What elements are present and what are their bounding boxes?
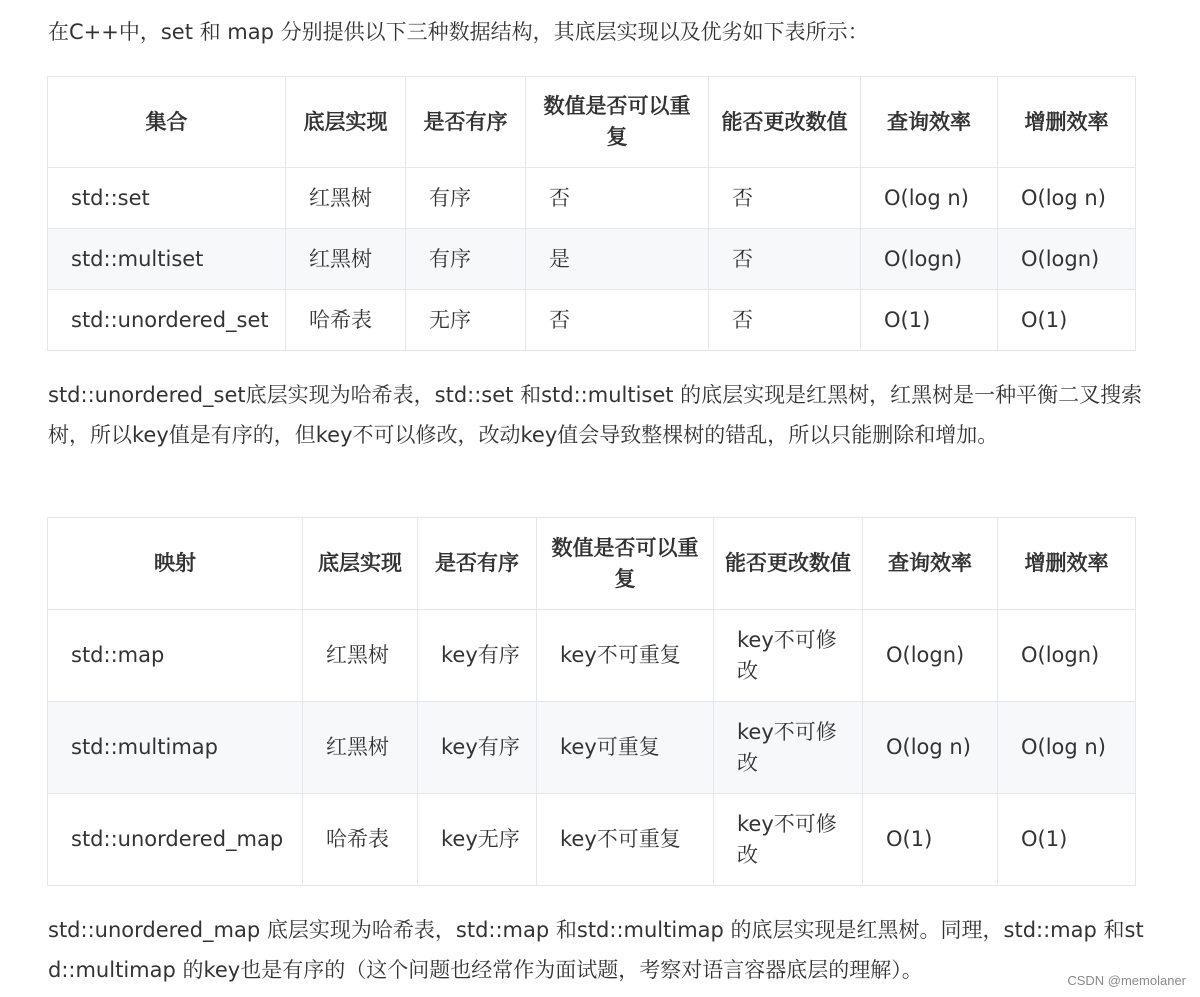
table-row — [48, 794, 1136, 886]
header-cell: 映射 — [48, 518, 303, 610]
table-cell: O(logn) — [998, 610, 1136, 702]
map-comparison-table — [47, 517, 1136, 886]
set-description-paragraph: std::unordered_set底层实现为哈希表，std::set 和std::multiset 的底层实现是红黑树，红黑树是一种平衡二叉搜索树，所以key值是有序的，但key不可以修改，改动key值会导致整棵树的错乱，所以只能删除和增加。 — [48, 383, 1143, 447]
table-cell: 红黑树 — [286, 168, 406, 229]
header-cell: 查询效率 — [863, 518, 998, 610]
table-cell: 红黑树 — [303, 702, 418, 794]
table-row — [48, 229, 1136, 290]
table-cell: 有序 — [406, 168, 526, 229]
table-cell: std::set — [48, 168, 286, 229]
table-row — [48, 702, 1136, 794]
table-cell: 红黑树 — [303, 610, 418, 702]
header-cell: 增删效率 — [998, 518, 1136, 610]
table-row — [48, 290, 1136, 351]
table-cell: 否 — [709, 290, 861, 351]
header-cell: 数值是否可以重复 — [526, 77, 709, 168]
header-cell: 查询效率 — [861, 77, 998, 168]
table-cell: std::multiset — [48, 229, 286, 290]
table-cell: std::multimap — [48, 702, 303, 794]
set-comparison-table — [47, 76, 1136, 351]
table-cell: O(log n) — [998, 168, 1136, 229]
header-cell: 底层实现 — [286, 77, 406, 168]
table-cell: key不可重复 — [537, 794, 714, 886]
table-cell: O(1) — [998, 794, 1136, 886]
header-cell: 集合 — [48, 77, 286, 168]
table-cell: O(log n) — [861, 168, 998, 229]
table-cell: std::map — [48, 610, 303, 702]
table-cell: key不可重复 — [537, 610, 714, 702]
header-cell: 数值是否可以重复 — [537, 518, 714, 610]
table-cell: key不可修改 — [714, 702, 863, 794]
table-cell: O(1) — [861, 290, 998, 351]
header-cell: 底层实现 — [303, 518, 418, 610]
table-cell: 否 — [709, 229, 861, 290]
header-cell: 是否有序 — [406, 77, 526, 168]
table-cell: key有序 — [418, 610, 537, 702]
table-cell: 否 — [526, 290, 709, 351]
table-row — [48, 168, 1136, 229]
table-cell: 红黑树 — [286, 229, 406, 290]
table-cell: 无序 — [406, 290, 526, 351]
table-cell: 是 — [526, 229, 709, 290]
table-cell: 哈希表 — [286, 290, 406, 351]
table-cell: std::unordered_map — [48, 794, 303, 886]
header-cell: 是否有序 — [418, 518, 537, 610]
table-cell: 否 — [709, 168, 861, 229]
header-cell: 能否更改数值 — [709, 77, 861, 168]
table-cell: key无序 — [418, 794, 537, 886]
csdn-watermark: CSDN @memolaner — [1067, 973, 1186, 988]
map-description-paragraph: std::unordered_map 底层实现为哈希表，std::map 和std::multimap 的底层实现是红黑树。同理，std::map 和std::multimap 的key也是有序的（这个问题也经常作为面试题，考察对语言容器底层的理解）。 — [48, 918, 1144, 982]
table-cell: O(log n) — [998, 702, 1136, 794]
table-row — [48, 610, 1136, 702]
table-cell: O(1) — [998, 290, 1136, 351]
table-cell: key不可修改 — [714, 610, 863, 702]
table-cell: std::unordered_set — [48, 290, 286, 351]
table-cell: O(logn) — [998, 229, 1136, 290]
table-header-row — [48, 77, 1136, 168]
table-cell: key可重复 — [537, 702, 714, 794]
table-cell: key有序 — [418, 702, 537, 794]
table-cell: 有序 — [406, 229, 526, 290]
intro-paragraph: 在C++中，set 和 map 分别提供以下三种数据结构，其底层实现以及优劣如下表所示： — [48, 20, 869, 44]
table-cell: O(logn) — [863, 610, 998, 702]
table-cell: O(1) — [863, 794, 998, 886]
table-header-row — [48, 518, 1136, 610]
header-cell: 能否更改数值 — [714, 518, 863, 610]
header-cell: 增删效率 — [998, 77, 1136, 168]
table-cell: 哈希表 — [303, 794, 418, 886]
table-cell: key不可修改 — [714, 794, 863, 886]
table-cell: O(logn) — [861, 229, 998, 290]
table-cell: 否 — [526, 168, 709, 229]
table-cell: O(log n) — [863, 702, 998, 794]
